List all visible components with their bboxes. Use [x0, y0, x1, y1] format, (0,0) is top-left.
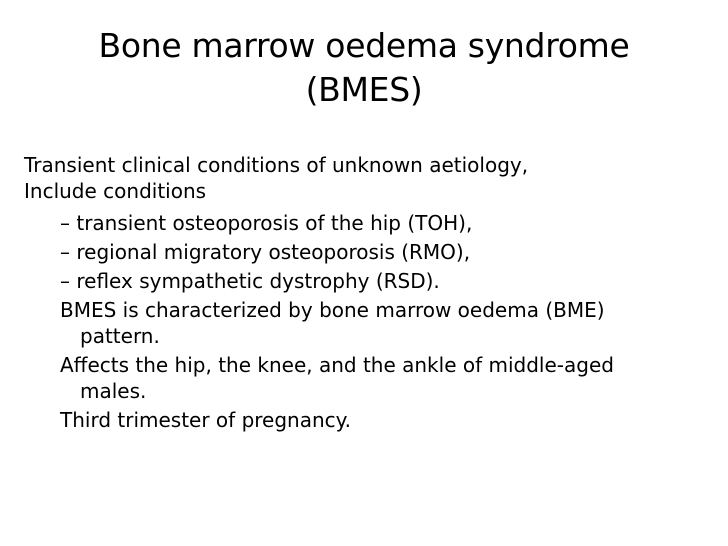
body-line-rmo: – regional migratory osteoporosis (RMO),	[60, 240, 471, 264]
slide-title	[0, 24, 728, 112]
body-line-bmes-cont: pattern.	[80, 324, 160, 348]
body-line-include: Include conditions	[24, 179, 207, 203]
body-line-rsd: – reflex sympathetic dystrophy (RSD).	[60, 269, 440, 293]
body-line-intro: Transient clinical conditions of unknown aetiology,	[24, 153, 529, 177]
body-line-affects: Affects the hip, the knee, and the ankle of middle-aged	[60, 353, 614, 377]
body-line-affects-cont: males.	[80, 379, 147, 403]
slide-title-line-2: (BMES)	[305, 70, 423, 109]
body-line-toh: – transient osteoporosis of the hip (TOH),	[60, 211, 473, 235]
slide-body	[0, 152, 728, 433]
body-line-pregnancy: Third trimester of pregnancy.	[60, 408, 351, 432]
body-line-bmes: BMES is characterized by bone marrow oedema (BME)	[60, 298, 605, 322]
slide-title-line-1: Bone marrow oedema syndrome	[98, 26, 630, 65]
